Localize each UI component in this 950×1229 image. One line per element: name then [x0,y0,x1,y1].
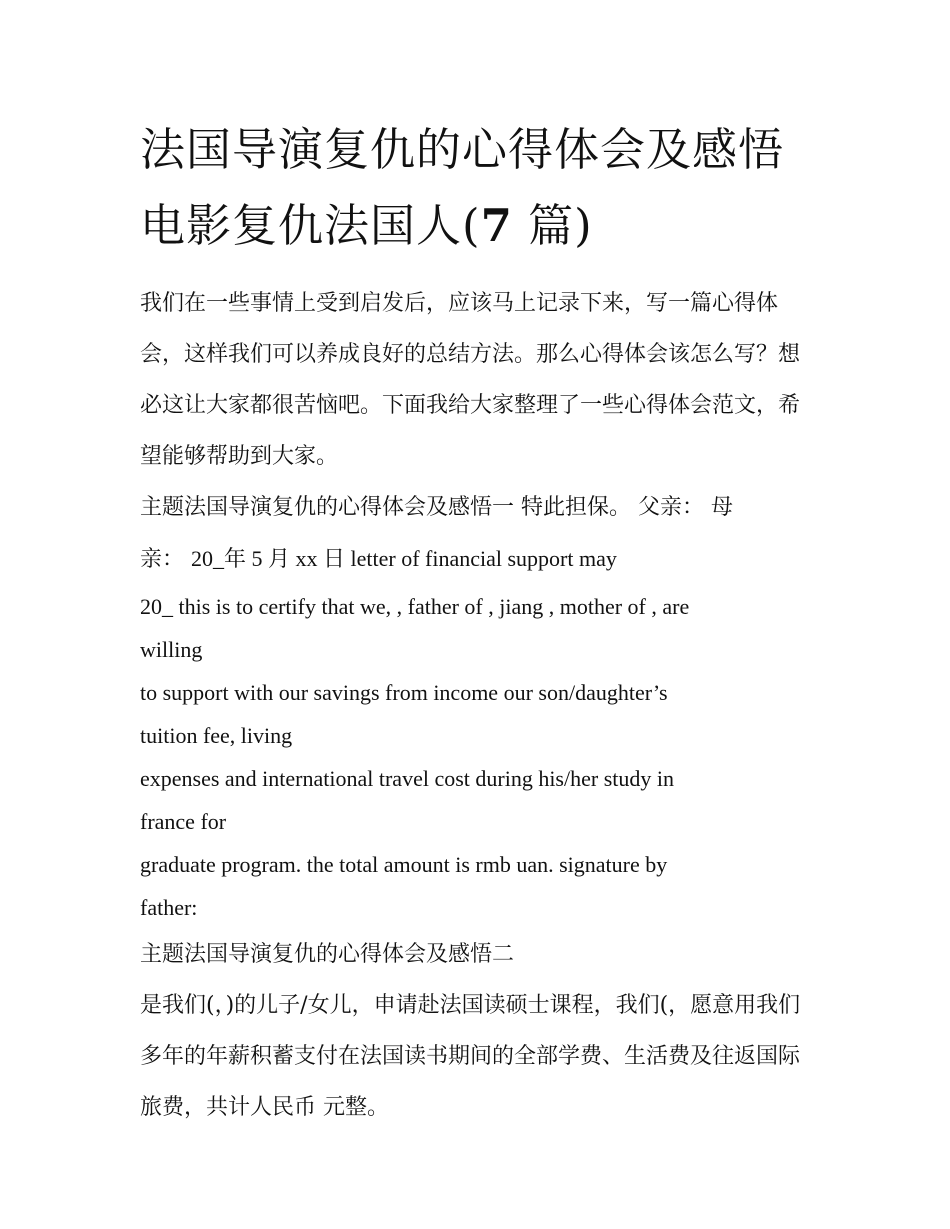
title-suffix: 篇) [512,199,593,252]
intro-paragraph: 我们在一些事情上受到启发后，应该马上记录下来，写一篇心得体会，这样我们可以养成良好的总结方法。那么心得体会该怎么写？想必这让大家都很苦恼吧。下面我给大家整理了一些心得体会范文，希望能够帮助到大家。 [140,291,801,469]
section2-body: 是我们(，)的儿子/女儿，申请赴法国读硕士课程，我们(，愿意用我们多年的年薪积蓄支付在法国读书期间的全部学费、生活费及往返国际旅费，共计人民币 元整。 [140,993,801,1120]
letter-line: father: [140,895,198,920]
letter-line: 20_ this is to certify that we, , father of , jiang , mother of , are [140,594,690,619]
section1-date-text: 20_年 5 月 xx 日 letter of financial support may [191,546,617,571]
letter-line: france for [140,809,227,834]
section1-heading: 主题法国导演复仇的心得体会及感悟一 特此担保。 父亲： 母 [140,495,733,520]
title-count: 7 [480,199,513,252]
letter-line: graduate program. the total amount is rmb uan. signature by [140,852,668,877]
letter-line: expenses and international travel cost during his/her study in [140,766,674,791]
letter-line: willing [140,637,203,662]
section1-date-line [140,533,820,585]
letter-line: tuition fee, living [140,723,293,748]
section1-english-letter [140,585,820,929]
document-title [140,112,820,264]
document-page [140,112,820,1133]
section1-date-prefix: 亲： [140,547,191,572]
letter-line: to support with our savings from income our son/daughter’s [140,680,668,705]
section2-heading: 主题法国导演复仇的心得体会及感悟二 [140,942,515,967]
title-text: 法国导演复仇的心得体会及感悟 电影复仇法国人( [140,123,785,252]
